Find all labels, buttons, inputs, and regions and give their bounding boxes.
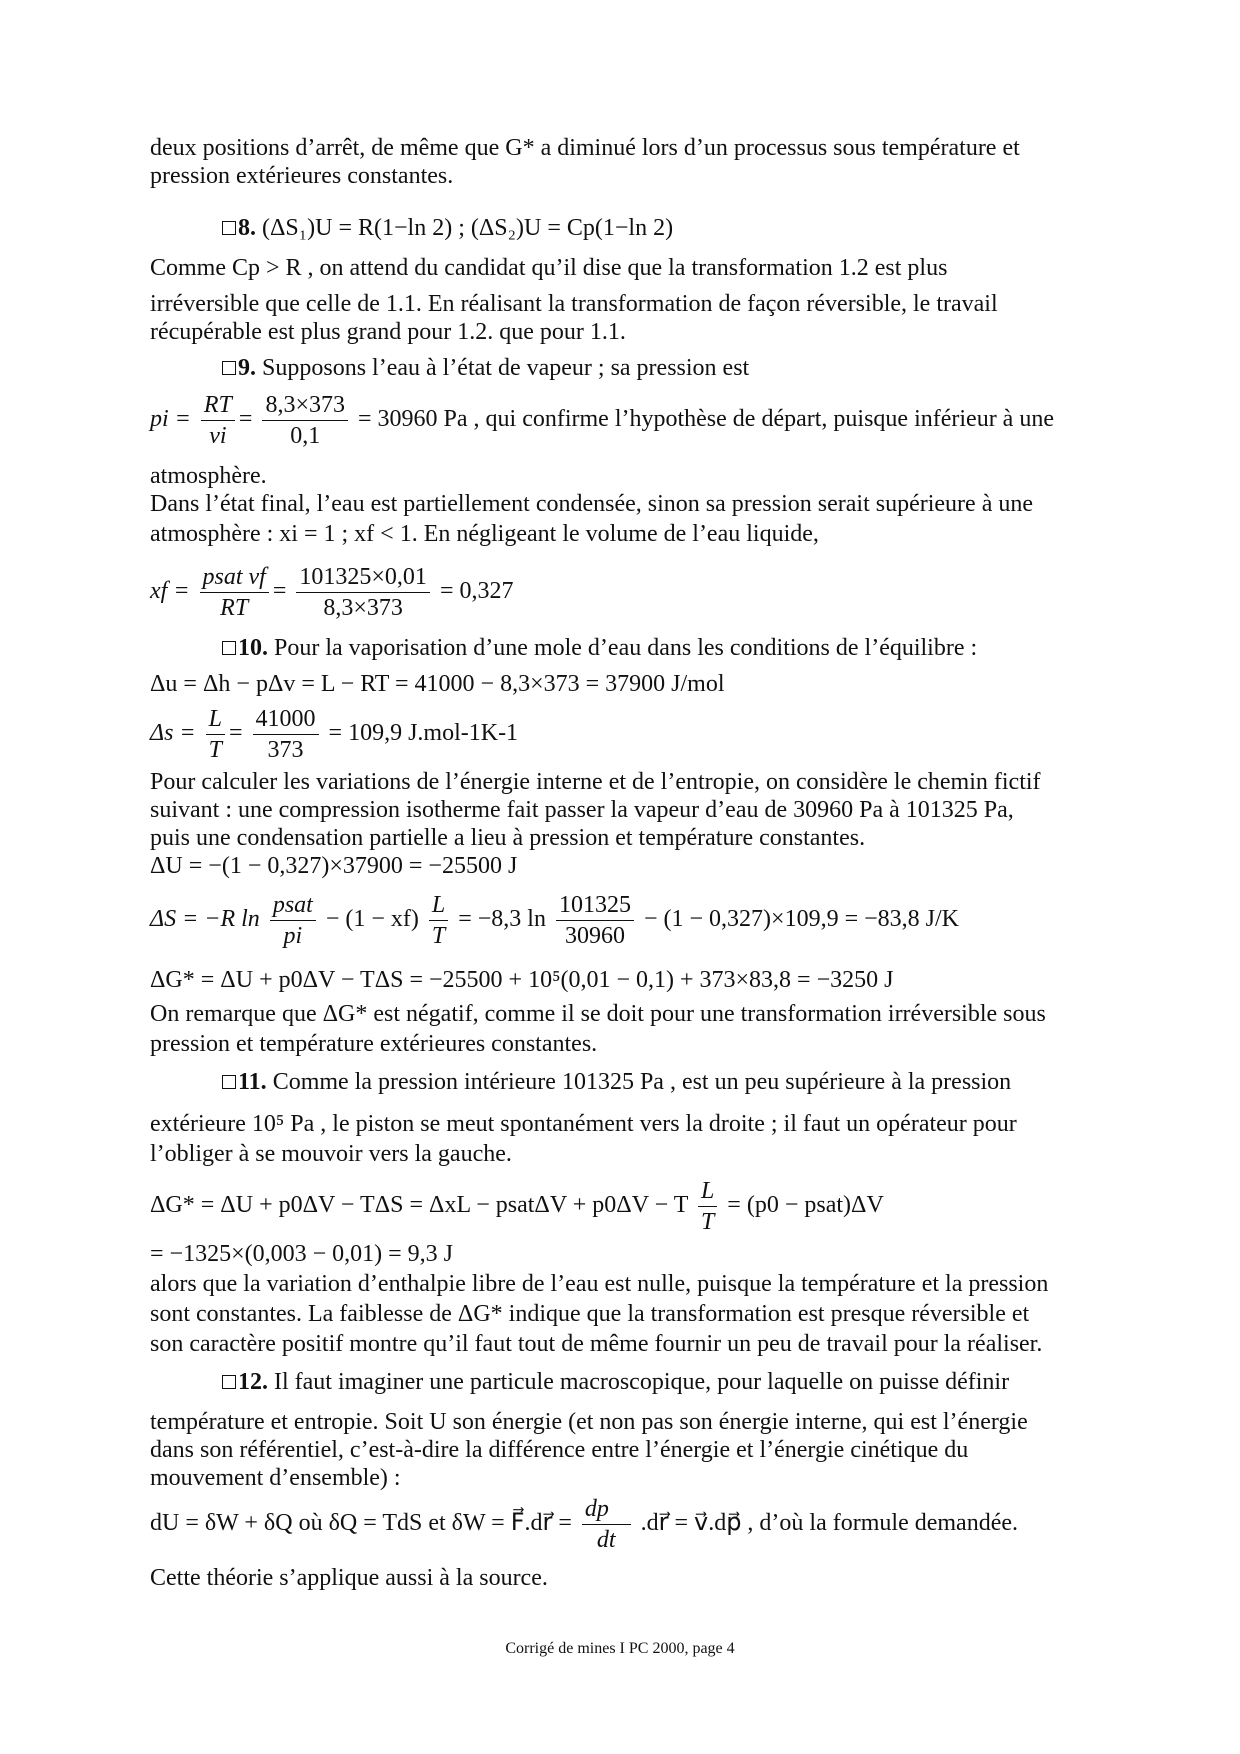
question-text: Supposons l’eau à l’état de vapeur ; sa pression est: [262, 355, 750, 381]
formula-dU: ΔU = −(1 − 0,327)×37900 = −25500 J: [150, 853, 518, 879]
question-9: [222, 354, 749, 382]
fraction: [200, 562, 269, 623]
formula-text: − (1 − xf): [325, 906, 419, 933]
denominator: 373: [267, 737, 304, 763]
denominator: RT: [220, 595, 249, 621]
denominator: T: [431, 923, 446, 949]
text-line: atmosphère : xi = 1 ; xf < 1. En négligeant le volume de l’eau liquide,: [150, 521, 819, 547]
numerator: 41000: [253, 704, 319, 735]
formula-dS: [150, 890, 959, 951]
formula-text: .dr⃗ = v⃗.dp⃗ , d’où la formule demandée.: [640, 1510, 1018, 1537]
fraction: [206, 704, 225, 765]
formula-text: = 0,327: [439, 578, 514, 605]
denominator: 0,1: [290, 423, 321, 449]
numerator: psat vf: [200, 562, 269, 593]
fraction: [253, 704, 319, 765]
denominator: 30960: [564, 923, 625, 949]
question-text: (ΔS₁)U = R(1−ln 2) ; (ΔS₂)U = Cp(1−ln 2): [262, 215, 674, 241]
denominator: dt: [596, 1527, 616, 1553]
text-line: On remarque que ΔG* est négatif, comme il se doit pour une transformation irréversible sous: [150, 1001, 1046, 1027]
formula-dG: ΔG* = ΔU + p0ΔV − TΔS = −25500 + 10⁵(0,01 − 0,1) + 373×83,8 = −3250 J: [150, 967, 894, 993]
text-line: son caractère positif montre qu’il faut tout de même fournir un peu de travail pour la réaliser.: [150, 1331, 1043, 1357]
question-number: 11.: [238, 1069, 267, 1095]
numerator: L: [429, 890, 448, 921]
text-line: alors que la variation d’enthalpie libre de l’eau est nulle, puisque la température et la pression: [150, 1271, 1049, 1297]
formula-dU-final: [150, 1494, 1018, 1555]
formula-ds: Δs = $\frac{L}{T}$ = $\frac{41000}{373}$ = 109,9 J.mol-1K-1: [150, 706, 519, 763]
fraction: [429, 890, 448, 951]
question-12: [222, 1368, 1009, 1396]
numerator: 101325×0,01: [296, 562, 430, 593]
text-line: sont constantes. La faiblesse de ΔG* indique que la transformation est presque réversible et: [150, 1301, 1030, 1327]
text-line: Comme Cp > R , on attend du candidat qu’il dise que la transformation 1.2 est plus: [150, 255, 948, 281]
numerator: 101325: [556, 890, 634, 921]
formula-lhs: Δs =: [150, 720, 196, 747]
question-8: [222, 214, 673, 242]
question-text: Pour la vaporisation d’une mole d’eau dans les conditions de l’équilibre :: [274, 635, 978, 661]
text-line: dans son référentiel, c’est-à-dire la différence entre l’énergie et l’énergie cinétique du: [150, 1437, 969, 1463]
denominator: pi: [283, 923, 303, 949]
formula-text: = 109,9 J.mol-1K-1: [328, 720, 519, 747]
denominator: T: [700, 1209, 715, 1235]
numerator: L: [206, 704, 225, 735]
text-line: Cette théorie s’applique aussi à la source.: [150, 1565, 548, 1591]
fraction: [582, 1494, 631, 1555]
checkbox-icon: [222, 1075, 236, 1089]
numerator: dp⃗: [582, 1494, 631, 1525]
question-number: 10.: [238, 635, 268, 661]
formula-text: = (p0 − psat)ΔV: [727, 1192, 884, 1219]
text-line: irréversible que celle de 1.1. En réalisant la transformation de façon réversible, le travail: [150, 291, 998, 317]
formula-du: Δu = Δh − pΔv = L − RT = 41000 − 8,3×373 = 37900 J/mol: [150, 671, 725, 697]
formula-pi: pi = $\frac{RT}{vi}$ = $\frac{8,3\times 373}{0,1}$ = 30960 Pa , qui confirme l’hypothèse de départ, puisque inférieur à une: [150, 392, 1054, 449]
numerator: L: [698, 1176, 717, 1207]
question-11: [222, 1068, 1011, 1096]
question-10: [222, 634, 977, 662]
checkbox-icon: [222, 221, 236, 235]
numerator: psat: [270, 890, 316, 921]
formula-text: dU = δW + δQ où δQ = TdS et δW = F⃗.dr⃗ =: [150, 1510, 572, 1537]
formula-lhs: ΔS = −R ln: [150, 906, 260, 933]
page-footer: Corrigé de mines I PC 2000, page 4: [505, 1640, 735, 1657]
denominator: vi: [209, 423, 227, 449]
formula-dG2: [150, 1176, 884, 1237]
text-line: extérieure 10⁵ Pa , le piston se meut spontanément vers la droite ; il faut un opérateur pour: [150, 1111, 1017, 1137]
denominator: T: [208, 737, 222, 763]
fraction: [262, 390, 348, 451]
question-text: Il faut imaginer une particule macroscopique, pour laquelle on puisse définir: [274, 1369, 1010, 1395]
text-line: Dans l’état final, l’eau est partiellement condensée, sinon sa pression serait supérieure à une: [150, 491, 1034, 517]
question-number: 9.: [238, 355, 256, 381]
fraction: [698, 1176, 717, 1237]
formula-result: = −1325×(0,003 − 0,01) = 9,3 J: [150, 1241, 453, 1267]
text-line: atmosphère.: [150, 463, 267, 489]
formula-lhs: xf =: [150, 578, 190, 605]
text-line: température et entropie. Soit U son énergie (et non pas son énergie interne, qui est l’énergie: [150, 1409, 1028, 1435]
text-line: l’obliger à se mouvoir vers la gauche.: [150, 1141, 512, 1167]
fraction: [556, 890, 634, 951]
question-number: 8.: [238, 215, 256, 241]
text-line: pression extérieures constantes.: [150, 163, 454, 189]
numerator: RT: [201, 390, 235, 421]
text-line: mouvement d’ensemble) :: [150, 1465, 401, 1491]
formula-text: = −8,3 ln: [458, 906, 546, 933]
text-line: deux positions d’arrêt, de même que G* a diminué lors d’un processus sous température et: [150, 135, 1020, 161]
checkbox-icon: [222, 1375, 236, 1389]
text-line: Pour calculer les variations de l’énergie interne et de l’entropie, on considère le chemin fictif: [150, 769, 1041, 795]
formula-xf: xf = $\frac{\text{psat vf}}{RT}$ = $\frac{101325\times 0,01}{8,3\times 373}$ = 0,327: [150, 564, 514, 621]
checkbox-icon: [222, 641, 236, 655]
text-line: suivant : une compression isotherme fait passer la vapeur d’eau de 30960 Pa à 101325 Pa,: [150, 797, 1014, 823]
numerator: 8,3×373: [262, 390, 348, 421]
fraction: [270, 890, 316, 951]
text-line: récupérable est plus grand pour 1.2. que pour 1.1.: [150, 319, 626, 345]
formula-text: − (1 − 0,327)×109,9 = −83,8 J/K: [643, 906, 959, 933]
formula-lhs: pi =: [150, 406, 191, 433]
fraction: [201, 390, 235, 451]
formula-text: ΔG* = ΔU + p0ΔV − TΔS = ΔxL − psatΔV + p0ΔV − T: [150, 1192, 688, 1219]
checkbox-icon: [222, 361, 236, 375]
formula-text: = 30960 Pa , qui confirme l’hypothèse de départ, puisque inférieur à une: [357, 406, 1054, 433]
question-number: 12.: [238, 1369, 268, 1395]
question-text: Comme la pression intérieure 101325 Pa , est un peu supérieure à la pression: [272, 1069, 1012, 1095]
fraction: [296, 562, 430, 623]
denominator: 8,3×373: [323, 595, 403, 621]
text-line: puis une condensation partielle a lieu à pression et température constantes.: [150, 825, 866, 851]
text-line: pression et température extérieures constantes.: [150, 1031, 598, 1057]
